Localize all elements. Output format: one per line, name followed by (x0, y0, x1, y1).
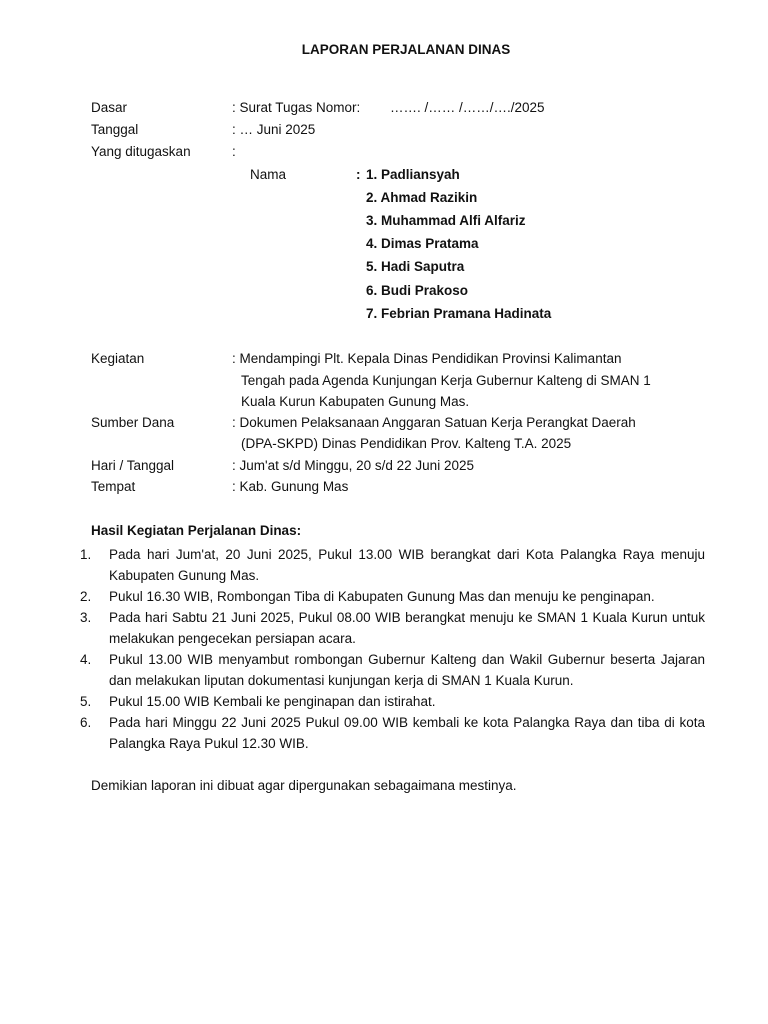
list-number: 2. (80, 589, 92, 604)
sumber-dana-line: (DPA-SKPD) Dinas Pendidikan Prov. Kalteng T.A. 2025 (241, 436, 572, 451)
list-number: 3. (80, 610, 92, 625)
person-name: 5. Hadi Saputra (366, 259, 465, 274)
tanggal-value: : … Juni 2025 (232, 122, 316, 137)
hari-tanggal-label: Hari / Tanggal (91, 458, 175, 473)
person-name: 4. Dimas Pratama (366, 236, 479, 251)
nama-label: Nama (250, 167, 287, 182)
list-text: Pada hari Sabtu 21 Juni 2025, Pukul 08.00 WIB berangkat menuju ke SMAN 1 Kuala Kurun untuk melakukan pengecekan persiapan acara. (109, 610, 705, 646)
dasar-value: ……. /…… /……/…./2025 (390, 100, 545, 115)
ditugaskan-colon: : (232, 144, 236, 159)
list-item (80, 607, 705, 649)
nama-colon: : (356, 167, 361, 182)
document-title: LAPORAN PERJALANAN DINAS (301, 42, 511, 57)
list-text: Pada hari Jum'at, 20 Juni 2025, Pukul 13.00 WIB berangkat dari Kota Palangka Raya menuju Kabupaten Gunung Mas. (109, 547, 705, 583)
person-name: 6. Budi Prakoso (366, 283, 469, 298)
list-number: 5. (80, 694, 92, 709)
kegiatan-line: : Mendampingi Plt. Kepala Dinas Pendidikan Provinsi Kalimantan (232, 351, 622, 366)
list-item (80, 544, 705, 586)
list-item (80, 712, 705, 754)
person-name: 3. Muhammad Alfi Alfariz (366, 213, 526, 228)
sumber-dana-line: : Dokumen Pelaksanaan Anggaran Satuan Kerja Perangkat Daerah (232, 415, 636, 430)
kegiatan-line: Tengah pada Agenda Kunjungan Kerja Gubernur Kalteng di SMAN 1 (241, 373, 651, 388)
kegiatan-label: Kegiatan (91, 351, 145, 366)
list-item (80, 691, 705, 712)
person-name: 1. Padliansyah (366, 167, 460, 182)
list-number: 4. (80, 652, 92, 667)
hasil-heading: Hasil Kegiatan Perjalanan Dinas: (91, 523, 302, 538)
dasar-label: Dasar (91, 100, 128, 115)
list-number: 1. (80, 547, 92, 562)
list-item (80, 649, 705, 691)
hari-tanggal-value: : Jum'at s/d Minggu, 20 s/d 22 Juni 2025 (232, 458, 474, 473)
sumber-dana-label: Sumber Dana (91, 415, 175, 430)
tempat-label: Tempat (91, 479, 136, 494)
closing-text: Demikian laporan ini dibuat agar dipergunakan sebagaimana mestinya. (91, 778, 517, 793)
tempat-value: : Kab. Gunung Mas (232, 479, 349, 494)
list-text: Pada hari Minggu 22 Juni 2025 Pukul 09.00 WIB kembali ke kota Palangka Raya dan tiba di kota Palangka Raya Pukul 12.30 WIB. (109, 715, 705, 751)
ditugaskan-label: Yang ditugaskan (91, 144, 191, 159)
list-number: 6. (80, 715, 92, 730)
list-text: Pukul 15.00 WIB Kembali ke penginapan dan istirahat. (109, 694, 436, 709)
kegiatan-line: Kuala Kurun Kabupaten Gunung Mas. (241, 394, 470, 409)
dasar-prefix: : Surat Tugas Nomor: (232, 100, 361, 115)
list-text: Pukul 16.30 WIB, Rombongan Tiba di Kabupaten Gunung Mas dan menuju ke penginapan. (109, 589, 655, 604)
person-name: 2. Ahmad Razikin (366, 190, 478, 205)
hasil-list (80, 544, 705, 754)
list-text: Pukul 13.00 WIB menyambut rombongan Gubernur Kalteng dan Wakil Gubernur beserta Jajaran dan melakukan liputan dokumentasi kunjungan kerja di SMAN 1 Kuala Kurun. (109, 652, 705, 688)
tanggal-label: Tanggal (91, 122, 139, 137)
list-item (80, 586, 705, 607)
person-name: 7. Febrian Pramana Hadinata (366, 306, 552, 321)
